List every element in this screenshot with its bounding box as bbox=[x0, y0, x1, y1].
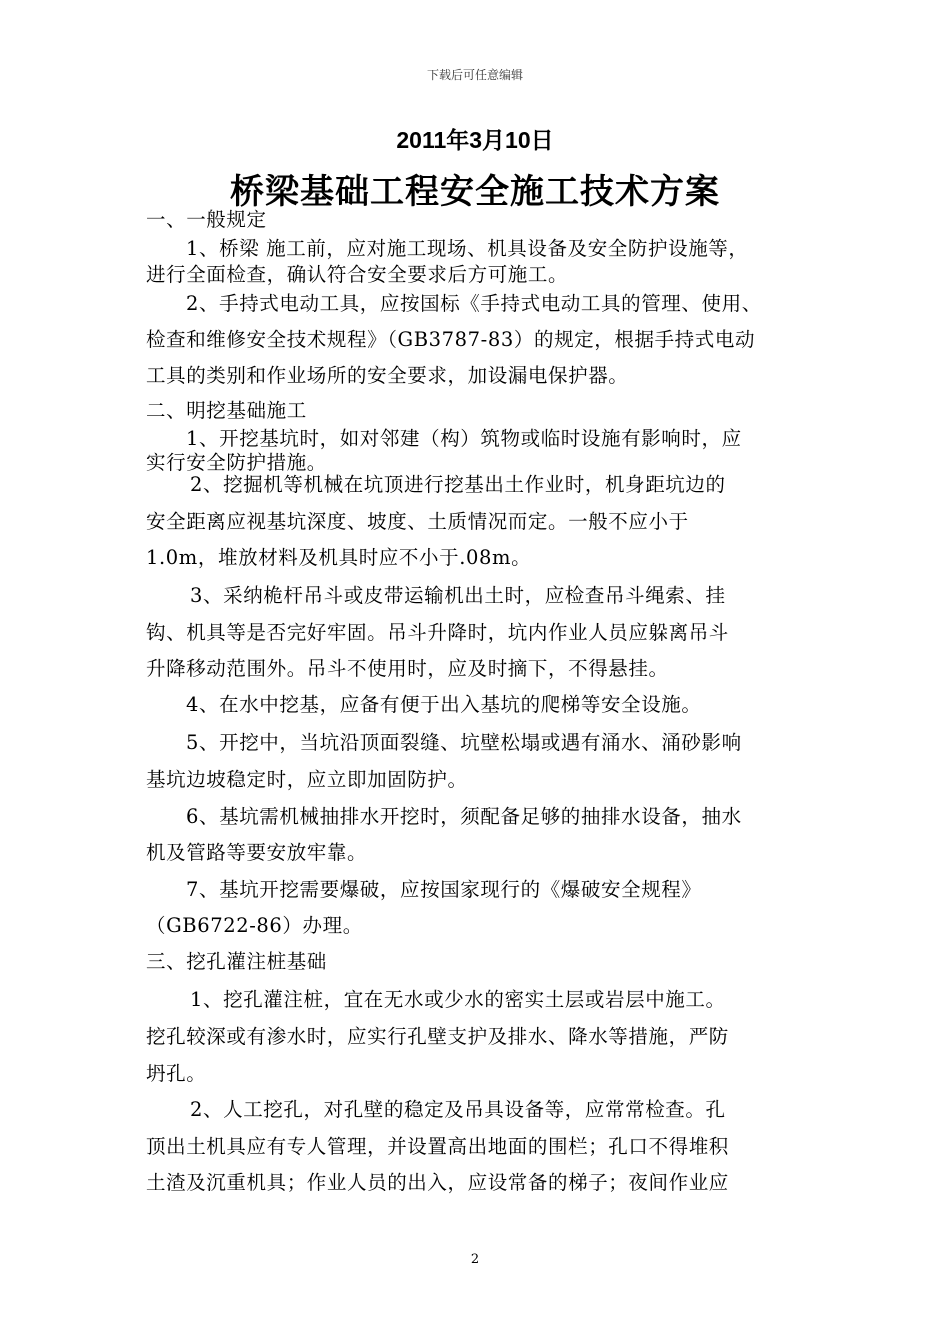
paragraph-line: 7、基坑开挖需要爆破，应按国家现行的《爆破安全规程》 bbox=[186, 878, 702, 901]
document-title: 桥梁基础工程安全施工技术方案 bbox=[230, 172, 720, 212]
paragraph-line: 2、人工挖孔，对孔壁的稳定及吊具设备等，应常常检查。孔 bbox=[190, 1098, 726, 1121]
paragraph-line: 土渣及沉重机具；作业人员的出入，应设常备的梯子；夜间作业应 bbox=[146, 1171, 729, 1194]
paragraph-line: 挖孔较深或有渗水时，应实行孔壁支护及排水、降水等措施，严防 bbox=[146, 1025, 729, 1048]
paragraph-line: 顶出土机具应有专人管理，并设置高出地面的围栏；孔口不得堆积 bbox=[146, 1135, 729, 1158]
paragraph-line: 4、在水中挖基，应备有便于出入基坑的爬梯等安全设施。 bbox=[186, 693, 702, 716]
section-heading-general: 一、一般规定 bbox=[146, 208, 267, 231]
paragraph-line: 工具的类别和作业场所的安全要求，加设漏电保护器。 bbox=[146, 364, 629, 387]
paragraph-line: 安全距离应视基坑深度、坡度、土质情况而定。一般不应小于 bbox=[146, 510, 689, 533]
paragraph-line: 进行全面检查，确认符合安全要求后方可施工。 bbox=[146, 263, 569, 286]
paragraph-line: 1.0m，堆放材料及机具时应不小于.08m。 bbox=[146, 546, 532, 569]
section-heading-bored-pile: 三、挖孔灌注桩基础 bbox=[146, 950, 327, 973]
document-date: 2011年3月10日 bbox=[396, 127, 554, 153]
page-number: 2 bbox=[470, 1252, 480, 1267]
section-heading-open-excavation: 二、明挖基础施工 bbox=[146, 399, 307, 422]
paragraph-line: 1、开挖基坑时，如对邻建（构）筑物或临时设施有影响时，应 bbox=[186, 427, 742, 450]
paragraph-line: 1、挖孔灌注桩，宜在无水或少水的密实土层或岩层中施工。 bbox=[190, 988, 726, 1011]
paragraph-line: 5、开挖中，当坑沿顶面裂缝、坑壁松塌或遇有涌水、涌砂影响 bbox=[186, 731, 742, 754]
paragraph-line: 实行安全防护措施。 bbox=[146, 451, 327, 474]
paragraph-line: 2、挖掘机等机械在坑顶进行挖基出土作业时，机身距坑边的 bbox=[190, 473, 726, 496]
paragraph-line: （GB6722-86）办理。 bbox=[146, 914, 363, 937]
paragraph-line: 2、手持式电动工具，应按国标《手持式电动工具的管理、使用、 bbox=[186, 292, 762, 315]
paragraph-line: 基坑边坡稳定时，应立即加固防护。 bbox=[146, 768, 468, 791]
header-note: 下载后可任意编辑 bbox=[426, 68, 523, 82]
paragraph-line: 机及管路等要安放牢靠。 bbox=[146, 841, 368, 864]
paragraph-line: 升降移动范围外。吊斗不使用时，应及时摘下，不得悬挂。 bbox=[146, 657, 669, 680]
paragraph-line: 3、采纳桅杆吊斗或皮带运输机出土时，应检查吊斗绳索、挂 bbox=[190, 584, 726, 607]
paragraph-line: 钩、机具等是否完好牢固。吊斗升降时，坑内作业人员应躲离吊斗 bbox=[146, 621, 729, 644]
paragraph-line: 检查和维修安全技术规程》（GB3787-83）的规定，根据手持式电动 bbox=[146, 328, 756, 351]
paragraph-line: 坍孔。 bbox=[146, 1062, 207, 1085]
paragraph-line: 1、桥梁 施工前，应对施工现场、机具设备及安全防护设施等， bbox=[186, 237, 749, 260]
paragraph-line: 6、基坑需机械抽排水开挖时，须配备足够的抽排水设备，抽水 bbox=[186, 805, 742, 828]
